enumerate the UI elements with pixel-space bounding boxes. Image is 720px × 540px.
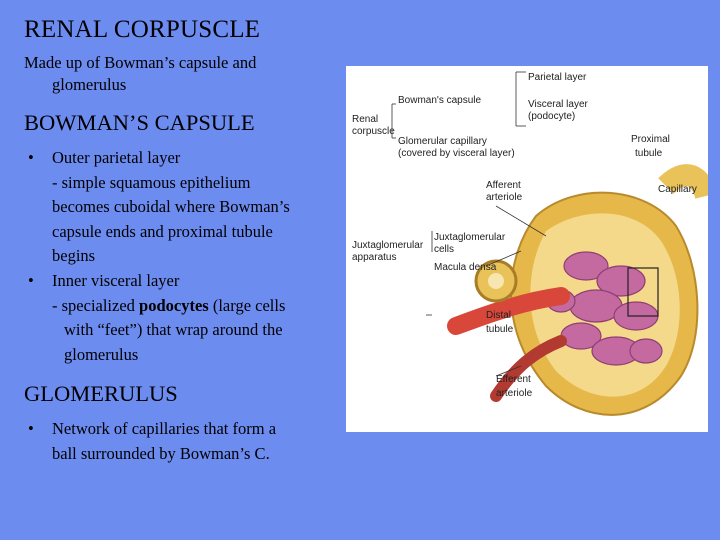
bowman-list-2: [24, 269, 354, 294]
label-renal-1: Renal: [352, 114, 379, 125]
bowman-sub-2-line-1: - specialized podocytes (large cells: [52, 295, 286, 315]
text-column: [24, 16, 354, 467]
podocytes-term: podocytes: [139, 295, 209, 315]
label-glom-2: (covered by visceral layer): [398, 148, 515, 159]
label-visceral-1: Visceral layer: [528, 99, 588, 110]
label-efferent-1: Efferent: [496, 374, 531, 385]
label-parietal: Parietal layer: [528, 72, 587, 83]
glomerulus-heading: GLOMERULUS: [24, 381, 178, 407]
bowman-bullet-2: • Inner visceral layer: [24, 269, 354, 294]
bowman-sub-2-line-3: glomerulus: [64, 344, 139, 364]
bowman-list: [24, 146, 354, 171]
label-jgcells-2: cells: [434, 244, 455, 255]
label-jga-2: apparatus: [352, 252, 397, 263]
glomerulus-bullet-1: • Network of capillaries that form a: [24, 417, 354, 442]
label-macula: Macula densa: [434, 262, 497, 273]
glomerulus-list: [24, 417, 354, 442]
intro-line-2: glomerulus: [52, 75, 127, 94]
label-afferent-1: Afferent: [486, 180, 521, 191]
label-afferent-2: arteriole: [486, 192, 523, 203]
bowman-heading: BOWMAN’S CAPSULE: [24, 110, 255, 135]
label-jgcells-1: Juxtaglomerular: [434, 232, 506, 243]
label-efferent-2: arteriole: [496, 388, 533, 399]
label-jga-1: Juxtaglomerular: [352, 240, 424, 251]
label-visceral-2: (podocyte): [528, 111, 576, 122]
label-distal-2: tubule: [486, 324, 514, 335]
bowman-sub-1-line-2: becomes cuboidal where Bowman’s: [52, 197, 290, 217]
label-proximal-2: tubule: [635, 148, 663, 159]
label-capillary: Capillary: [658, 184, 697, 195]
label-distal-1: Distal: [486, 310, 512, 321]
bowman-sub-1-line-3: capsule ends and proximal tubule: [52, 221, 273, 241]
bowman-sub-1-line-1: - simple squamous epithelium: [52, 172, 251, 192]
bowman-bullet-1: • Outer parietal layer: [24, 146, 354, 171]
page-title: RENAL CORPUSCLE: [24, 16, 261, 43]
intro-line-1: Made up of Bowman’s capsule and: [24, 53, 257, 72]
bowman-sub-2-line-2: with “feet”) that wrap around the: [64, 320, 283, 340]
label-bowmans: Bowman's capsule: [398, 95, 482, 106]
renal-corpuscle-figure: [346, 66, 708, 432]
figure-svg: [346, 66, 708, 432]
label-proximal-1: Proximal: [631, 134, 670, 145]
label-glom-1: Glomerular capillary: [398, 136, 487, 147]
label-renal-2: corpuscle: [352, 126, 395, 137]
bowman-sub-1-line-4: begins: [52, 246, 96, 266]
glomerulus-bullet-1-line-2: ball surrounded by Bowman’s C.: [52, 443, 270, 463]
